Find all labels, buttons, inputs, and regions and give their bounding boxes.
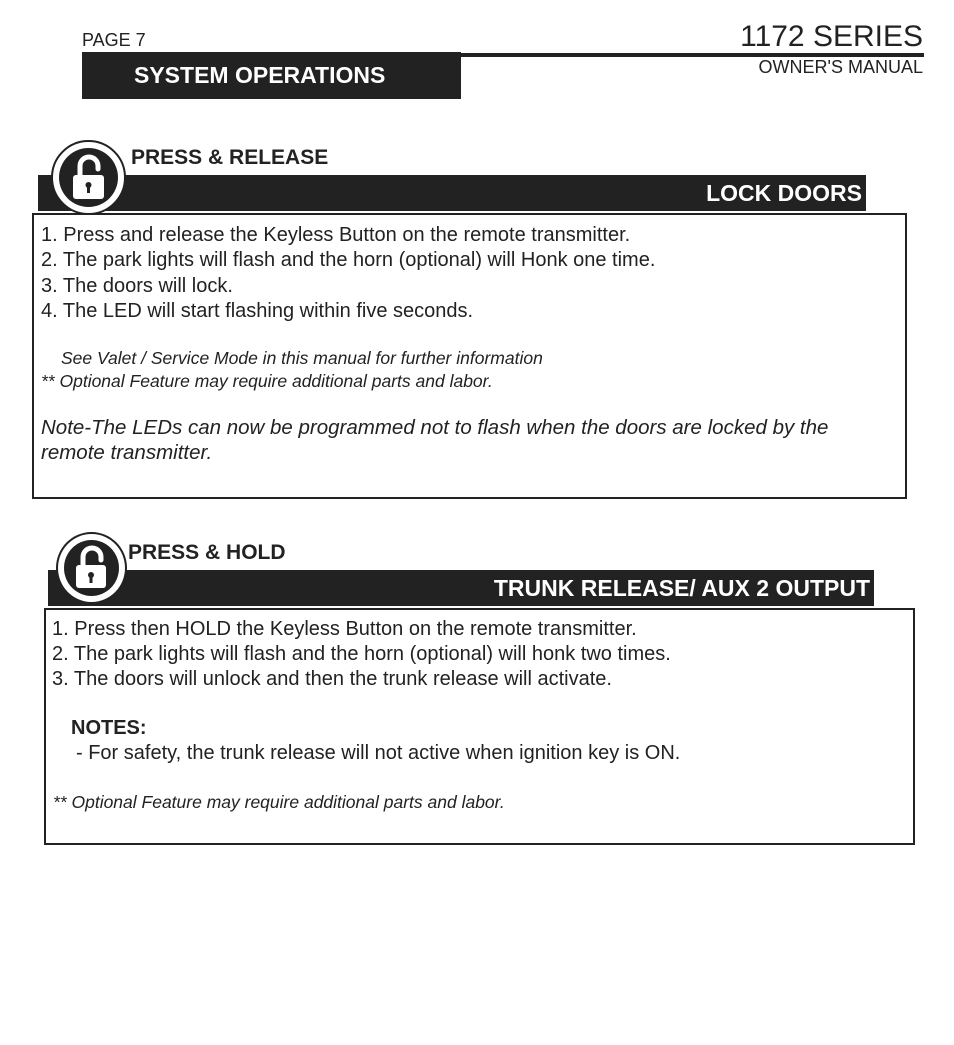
- lock-optional-note: ** Optional Feature may require additional parts and labor.: [41, 371, 493, 391]
- lock-step-2: 2. The park lights will flash and the horn (optional) will Honk one time.: [41, 249, 656, 271]
- lock-step-1: 1. Press and release the Keyless Button on the remote transmitter.: [41, 224, 631, 246]
- lock-step-4: 4. The LED will start flashing within five seconds.: [41, 300, 474, 322]
- trunk-release-title: TRUNK RELEASE/ AUX 2 OUTPUT: [493, 575, 870, 601]
- series-title: 1172 SERIES: [740, 20, 923, 53]
- trunk-optional-note: ** Optional Feature may require additional parts and labor.: [53, 792, 505, 812]
- led-note: Note-The LEDs can now be programmed not to flash when the doors are locked by the remote transmitter.: [41, 416, 829, 464]
- lock-doors-title: LOCK DOORS: [706, 180, 862, 206]
- lock-icon: [51, 140, 126, 215]
- section-header-label: SYSTEM OPERATIONS: [134, 62, 386, 88]
- trunk-step-2: 2. The park lights will flash and the horn (optional) will honk two times.: [52, 643, 671, 665]
- section-header: [82, 52, 461, 99]
- page-number: PAGE 7: [82, 30, 146, 50]
- trunk-step-1: 1. Press then HOLD the Keyless Button on the remote transmitter.: [52, 618, 637, 640]
- press-hold-label: PRESS & HOLD: [128, 541, 286, 564]
- lock-doors-bar: [38, 175, 866, 211]
- header-rule: [460, 53, 924, 57]
- notes-label: NOTES:: [71, 717, 147, 739]
- press-release-label: PRESS & RELEASE: [131, 146, 329, 169]
- manual-label: OWNER'S MANUAL: [758, 57, 923, 77]
- unlock-icon: [56, 532, 127, 604]
- trunk-release-bar: [48, 570, 874, 606]
- safety-note: - For safety, the trunk release will not active when ignition key is ON.: [76, 742, 681, 764]
- valet-note: See Valet / Service Mode in this manual for further information: [61, 348, 543, 368]
- trunk-step-3: 3. The doors will unlock and then the trunk release will activate.: [52, 668, 612, 690]
- lock-step-3: 3. The doors will lock.: [41, 275, 233, 297]
